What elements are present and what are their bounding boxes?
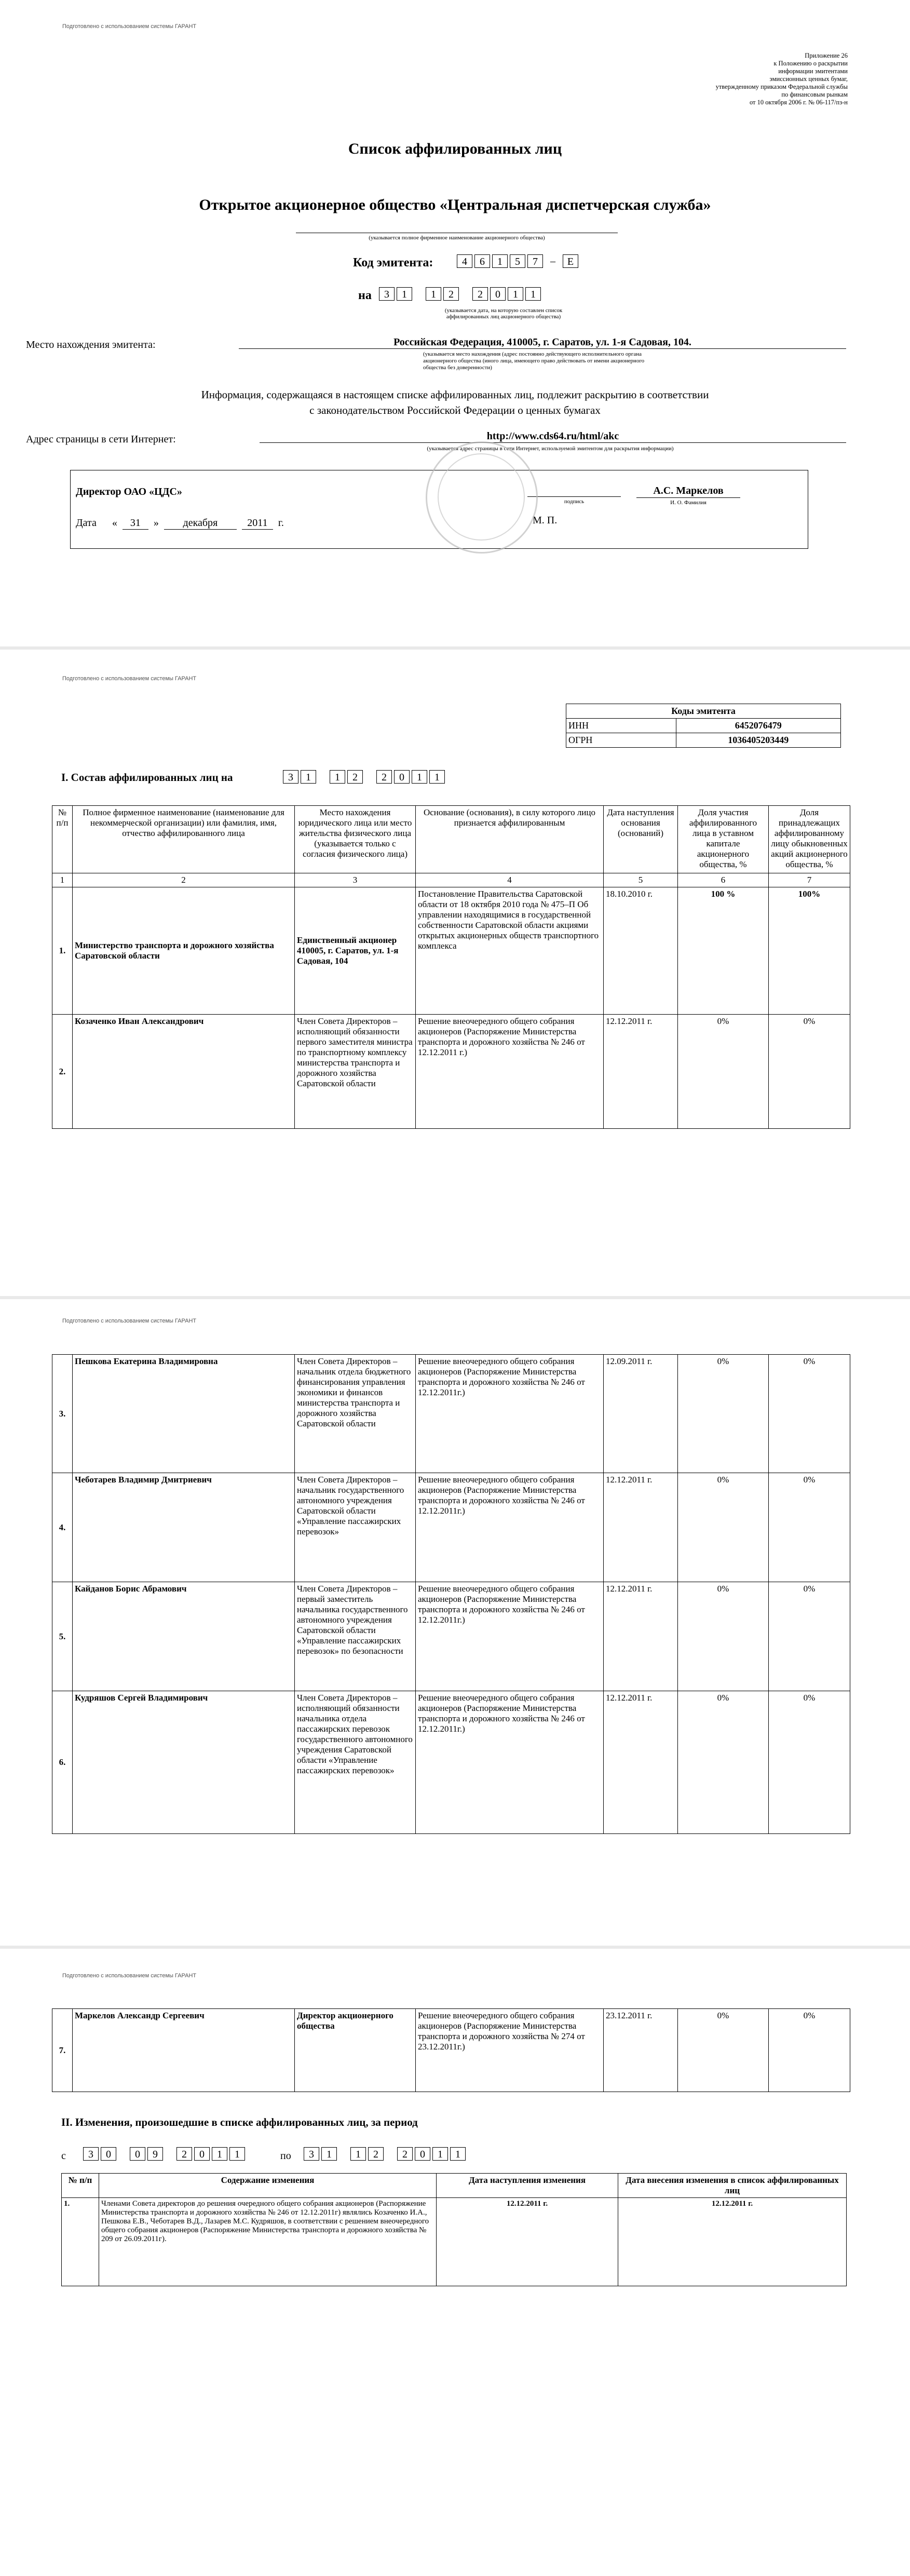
website-caption: (указывается адрес страницы в сети Интернет, используемой эмитентом для раскрытия информации) [427,446,674,452]
affiliate-name: Пешкова Екатерина Владимировна [73,1355,295,1473]
location-value: Российская Федерация, 410005, г. Саратов, ул. 1-я Садовая, 104. [239,336,846,349]
date-cell: 2 [397,2147,413,2161]
date-cell: 1 [350,2147,366,2161]
affiliate-share: 0% [678,1582,769,1691]
appendix-line: эмиссионных ценных бумаг, [769,75,848,83]
header-cell: Доля принадлежащих аффилированному лицу обыкновенных акций акционерного общества, % [769,806,850,873]
affiliate-basis: Постановление Правительства Саратовской области от 18 октября 2010 года № 475–П Об управлении находящимися в государственной собственности Саратовской области акциями открытых акционерных обществ транспортного комплекса [416,887,604,1015]
date-cell: 1 [508,287,523,301]
company-caption: (указывается полное фирменное наименование акционерного общества) [369,235,545,241]
signature-line [527,496,621,497]
disclosure-text [0,387,910,418]
affiliate-date: 12.09.2011 г. [604,1355,678,1473]
affiliate-stock: 0% [769,1473,850,1582]
affiliate-location: Член Совета Директоров – исполняющий обязанности начальника отдела пассажирских перевозок государственного автономного учреждения Саратовской области «Управление пассажирских перевозок» [295,1691,416,1834]
garant-note: Подготовлено с использованием системы ГАРАНТ [62,676,197,682]
disclosure-line: с законодательством Российской Федерации о ценных бумагах [309,404,601,416]
column-number-row [52,873,850,887]
date-cell: 2 [376,770,392,784]
website-link[interactable]: http://www.cds64.ru/html/akc [260,430,846,443]
appendix-line: Приложение 26 [805,52,848,59]
seal-mark: М. П. [533,515,558,526]
affiliate-name: Козаченко Иван Александрович [73,1015,295,1129]
date-on-caption: (указывается дата, на которую составлен список аффилированных лиц акционерного общества) [444,307,563,320]
affiliate-basis: Решение внеочередного общего собрания акционеров (Распоряжение Министерства транспорта и дорожного хозяйства № 246 от 12.12.2011г.) [416,1473,604,1582]
date-cell: 1 [450,2147,466,2161]
date-cell: 3 [379,287,395,301]
date-on-cells [379,287,543,301]
table-header-row [52,806,850,873]
signer-name-line [636,497,740,498]
date-cell: 1 [212,2147,227,2161]
affiliate-stock: 0% [769,1582,850,1691]
affiliates-table-part3 [52,2008,850,2092]
date-cell: 0 [194,2147,210,2161]
header-cell: № п/п [62,2174,99,2198]
date-year-suffix: г. [278,517,284,529]
appendix-line: к Положению о раскрытии [773,60,848,67]
date-cell: 0 [415,2147,430,2161]
entry-date: 12.12.2011 г. [618,2198,847,2286]
header-cell: Место нахождения юридического лица или место жительства физического лица (указывается только с согласия физического лица) [295,806,416,873]
table-row [52,1355,850,1473]
affiliate-location: Член Совета Директоров – первый заместитель начальника государственного автономного учреждения Саратовской области «Управление пассажирских перевозок» по безопасности [295,1582,416,1691]
appendix-line: по финансовым рынкам [781,91,848,98]
date-label: Дата [76,517,97,529]
row-number: 4. [52,1473,73,1582]
code-cell: 1 [492,254,508,268]
affiliate-name: Чеботарев Владимир Дмитриевич [73,1473,295,1582]
row-number: 1. [52,887,73,1015]
codes-label: ИНН [566,719,676,733]
col-number: 6 [678,873,769,887]
garant-note: Подготовлено с использованием системы ГАРАНТ [62,23,197,30]
col-number: 1 [52,873,73,887]
date-cell: 1 [397,287,412,301]
date-cell: 1 [429,770,445,784]
affiliate-name: Министерство транспорта и дорожного хозяйства Саратовской области [73,887,295,1015]
date-cell: 2 [472,287,488,301]
table-row [52,1691,850,1834]
code-dash: – [550,255,555,267]
header-cell: Доля участия аффилированного лица в уставном капитале акционерного общества, % [678,806,769,873]
affiliate-date: 12.12.2011 г. [604,1691,678,1834]
page-2 [0,650,910,1296]
issuer-code-cells [457,254,580,268]
date-month: декабря [164,517,237,530]
issuer-code-label: Код эмитента: [353,256,433,269]
date-cell: 0 [490,287,506,301]
affiliate-basis: Решение внеочередного общего собрания акционеров (Распоряжение Министерства транспорта и дорожного хозяйства № 246 от 12.12.2011г.) [416,1691,604,1834]
row-number: 7. [52,2009,73,2092]
period-to-cells [304,2147,468,2161]
date-cell: 3 [83,2147,99,2161]
code-cell: 7 [527,254,543,268]
header-cell: Содержание изменения [99,2174,437,2198]
row-number: 1. [62,2198,99,2286]
affiliate-name: Маркелов Александр Сергеевич [73,2009,295,2092]
date-cell: 3 [283,770,298,784]
col-number: 7 [769,873,850,887]
code-cell: Е [563,254,578,268]
garant-note: Подготовлено с использованием системы ГАРАНТ [62,1318,197,1324]
seal-stamp [426,441,538,554]
affiliate-stock: 0% [769,1691,850,1834]
affiliate-stock: 0% [769,1015,850,1129]
period-to-label: по [280,2150,291,2162]
header-cell: Дата внесения изменения в список аффилированных лиц [618,2174,847,2198]
affiliate-location: Член Совета Директоров – начальник государственного автономного учреждения Саратовской области «Управление пассажирских перевозок» [295,1473,416,1582]
date-cell: 1 [321,2147,337,2161]
signer-name-caption: И. О. Фамилия [670,500,707,506]
row-number: 5. [52,1582,73,1691]
affiliate-share: 0% [678,1355,769,1473]
affiliate-share: 0% [678,1015,769,1129]
signer-name: А.С. Маркелов [653,485,724,496]
date-cell: 2 [368,2147,384,2161]
affiliate-location: Член Совета Директоров – исполняющий обязанности первого заместителя министра по транспортному комплексу министерства транспорта и дорожного хозяйства Саратовской области [295,1015,416,1129]
affiliate-share: 0% [678,1473,769,1582]
date-cell: 0 [394,770,410,784]
date-day: 31 [123,517,148,530]
table-row [52,1015,850,1129]
affiliate-location: Единственный акционер 410005, г. Саратов, ул. 1-я Садовая, 104 [295,887,416,1015]
document-title: Список аффилированных лиц [348,140,562,157]
header-cell: № п/п [52,806,73,873]
website-label: Адрес страницы в сети Интернет: [26,434,176,445]
date-cell: 2 [176,2147,192,2161]
affiliate-location: Директор акционерного общества [295,2009,416,2092]
change-content: Членами Совета директоров до решения очередного общего собрания акционеров (Распоряжение Министерства транспорта и дорожного хозяйства № 246 от 12.12.2011г) являлись Козаченко И.А., Пешкова Е.В., Чеботарев В.Д., Лазарев М.С. Кудряшов, в соответствии с решением внеочередного общего собрания акционеров (Распоряжение Министерства транспорта и дорожного хозяйства № 209 от 26.09.2011г). [99,2198,437,2286]
col-number: 4 [416,873,604,887]
table-header-row [62,2174,847,2198]
row-number: 3. [52,1355,73,1473]
section1-title: I. Состав аффилированных лиц на [61,771,233,784]
code-cell: 5 [510,254,525,268]
date-cell: 1 [432,2147,448,2161]
date-on-label: на [358,289,372,302]
affiliate-share: 100 % [678,887,769,1015]
header-cell: Основание (основания), в силу которого лицо признается аффилированным [416,806,604,873]
table-row [52,887,850,1015]
date-year: 2011 [242,517,273,530]
signature-caption: подпись [564,498,585,505]
change-date: 12.12.2011 г. [437,2198,618,2286]
date-cell: 1 [330,770,345,784]
date-cell: 1 [301,770,316,784]
period-from-label: с [61,2150,66,2162]
col-number: 3 [295,873,416,887]
page-3 [0,1299,910,1946]
affiliate-share: 0% [678,1691,769,1834]
header-cell: Дата наступления изменения [437,2174,618,2198]
codes-header: Коды эмитента [566,704,841,719]
date-cell: 2 [347,770,363,784]
codes-value: 1036405203449 [676,733,840,748]
table-row [52,1473,850,1582]
row-number: 6. [52,1691,73,1834]
affiliate-basis: Решение внеочередного общего собрания акционеров (Распоряжение Министерства транспорта и дорожного хозяйства № 246 от 12.12.2011г.) [416,1355,604,1473]
codes-value: 6452076479 [676,719,840,733]
date-cell: 1 [412,770,427,784]
page-1 [0,0,910,646]
disclosure-line: Информация, содержащаяся в настоящем списке аффилированных лиц, подлежит раскрытию в соответствии [201,388,709,401]
affiliate-date: 18.10.2010 г. [604,887,678,1015]
affiliate-location: Член Совета Директоров – начальник отдела бюджетного финансирования управления экономики и финансов министерства транспорта и дорожного хозяйства Саратовской области [295,1355,416,1473]
section1-date-cells [283,770,447,784]
table-row [52,1582,850,1691]
location-label: Место нахождения эмитента: [26,339,156,350]
col-number: 2 [73,873,295,887]
appendix-line: информации эмитентами [778,68,848,75]
affiliate-date: 12.12.2011 г. [604,1582,678,1691]
date-cell: 3 [304,2147,319,2161]
date-cell: 2 [443,287,459,301]
date-cell: 0 [101,2147,116,2161]
affiliate-basis: Решение внеочередного общего собрания акционеров (Распоряжение Министерства транспорта и дорожного хозяйства № 246 от 12.12.2011г.) [416,1582,604,1691]
code-cell: 4 [457,254,472,268]
date-cell: 9 [147,2147,163,2161]
row-number: 2. [52,1015,73,1129]
date-cell: 1 [525,287,541,301]
affiliate-stock: 0% [769,2009,850,2092]
changes-table [61,2173,847,2286]
page-4 [0,1949,910,2576]
affiliate-name: Кудряшов Сергей Владимирович [73,1691,295,1834]
code-cell: 6 [474,254,490,268]
appendix-line: от 10 октября 2006 г. № 06-117/пз-н [749,99,848,106]
codes-label: ОГРН [566,733,676,748]
affiliate-date: 12.12.2011 г. [604,1015,678,1129]
affiliate-name: Кайданов Борис Абрамович [73,1582,295,1691]
signature-date: Дата « 31 » декабря 2011 г. [76,517,284,529]
company-name: Открытое акционерное общество «Центральная диспетчерская служба» [199,196,711,213]
date-cell: 1 [229,2147,245,2161]
affiliate-share: 0% [678,2009,769,2092]
header-cell: Дата наступления основания (оснований) [604,806,678,873]
col-number: 5 [604,873,678,887]
affiliate-stock: 100% [769,887,850,1015]
section2-title: II. Изменения, произошедшие в списке аффилированных лиц, за период [61,2116,418,2128]
period-from-cells [83,2147,247,2161]
date-cell: 0 [130,2147,145,2161]
issuer-codes-table [566,704,841,748]
date-cell: 1 [426,287,441,301]
appendix-note [716,52,848,106]
affiliate-date: 23.12.2011 г. [604,2009,678,2092]
garant-note: Подготовлено с использованием системы ГАРАНТ [62,1973,197,1979]
affiliates-table-part1 [52,805,850,1129]
header-cell: Полное фирменное наименование (наименование для некоммерческой организации) или фамилия, имя, отчество аффилированного лица [73,806,295,873]
signer-position: Директор ОАО «ЦДС» [76,486,182,497]
location-caption: (указывается место нахождения (адрес постоянно действующего исполнительного органа акционерного общества (иного лица, имеющего право действовать от имени акционерного общества без доверенности) [423,351,645,371]
table-row [52,2009,850,2092]
affiliate-date: 12.12.2011 г. [604,1473,678,1582]
affiliate-stock: 0% [769,1355,850,1473]
table-row [62,2198,847,2286]
affiliates-table-part2 [52,1354,850,1834]
affiliate-basis: Решение внеочередного общего собрания акционеров (Распоряжение Министерства транспорта и дорожного хозяйства № 246 от 12.12.2011 г.) [416,1015,604,1129]
appendix-line: утвержденному приказом Федеральной службы [715,83,848,90]
affiliate-basis: Решение внеочередного общего собрания акционеров (Распоряжение Министерства транспорта и дорожного хозяйства № 274 от 23.12.2011г.) [416,2009,604,2092]
